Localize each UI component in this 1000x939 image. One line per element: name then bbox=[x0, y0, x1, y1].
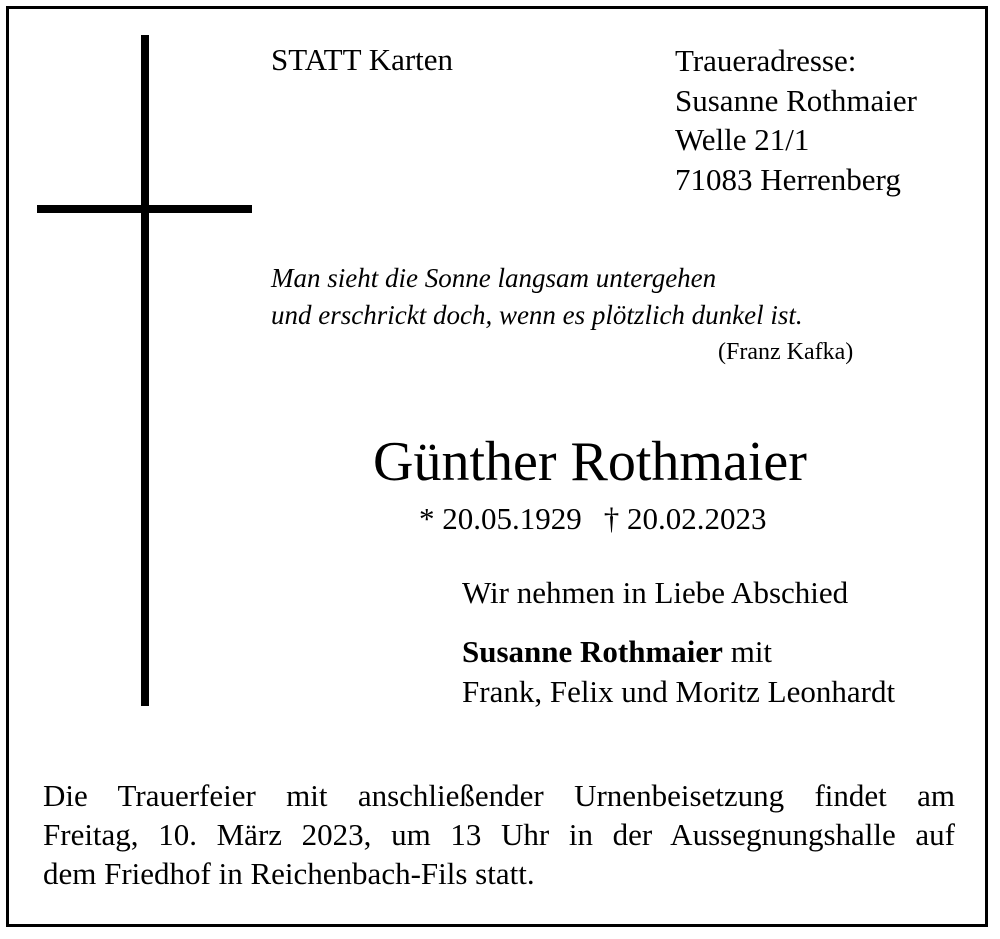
death-date: † 20.02.2023 bbox=[603, 501, 767, 536]
quote-line-2: und erschrickt doch, wenn es plötzlich dunkel ist. bbox=[271, 300, 803, 330]
cross-horizontal-bar bbox=[37, 205, 252, 213]
address-city: 71083 Herrenberg bbox=[675, 161, 901, 197]
obituary-notice bbox=[6, 6, 988, 927]
life-dates bbox=[419, 501, 767, 537]
mourner-primary-name: Susanne Rothmaier bbox=[462, 634, 723, 669]
mourners bbox=[462, 632, 895, 712]
deceased-name: Günther Rothmaier bbox=[373, 431, 807, 493]
address-name: Susanne Rothmaier bbox=[675, 82, 917, 118]
ceremony-line-1: Die Trauerfeier mit anschließender Urnenbeisetzung findet am bbox=[43, 778, 955, 813]
address-street: Welle 21/1 bbox=[675, 122, 810, 157]
statt-karten-label: STATT Karten bbox=[271, 42, 454, 77]
mourners-primary-line bbox=[462, 632, 895, 672]
birth-date: * 20.05.1929 bbox=[419, 501, 582, 536]
mourners-others: Frank, Felix und Moritz Leonhardt bbox=[462, 674, 896, 709]
cross-vertical-bar bbox=[141, 35, 149, 706]
farewell-text: Wir nehmen in Liebe Abschied bbox=[462, 575, 849, 610]
quote-author: (Franz Kafka) bbox=[718, 339, 854, 365]
quote-line-1: Man sieht die Sonne langsam untergehen bbox=[271, 263, 717, 293]
quote bbox=[271, 260, 803, 334]
ceremony-announcement bbox=[43, 776, 955, 893]
address-label: Traueradresse: bbox=[675, 43, 857, 78]
mourning-address bbox=[675, 41, 917, 199]
ceremony-line-3: dem Friedhof in Reichenbach-Fils statt. bbox=[43, 856, 535, 891]
mourner-primary-suffix: mit bbox=[722, 634, 773, 669]
ceremony-line-2: Freitag, 10. März 2023, um 13 Uhr in der Aussegnungshalle auf bbox=[43, 817, 955, 852]
